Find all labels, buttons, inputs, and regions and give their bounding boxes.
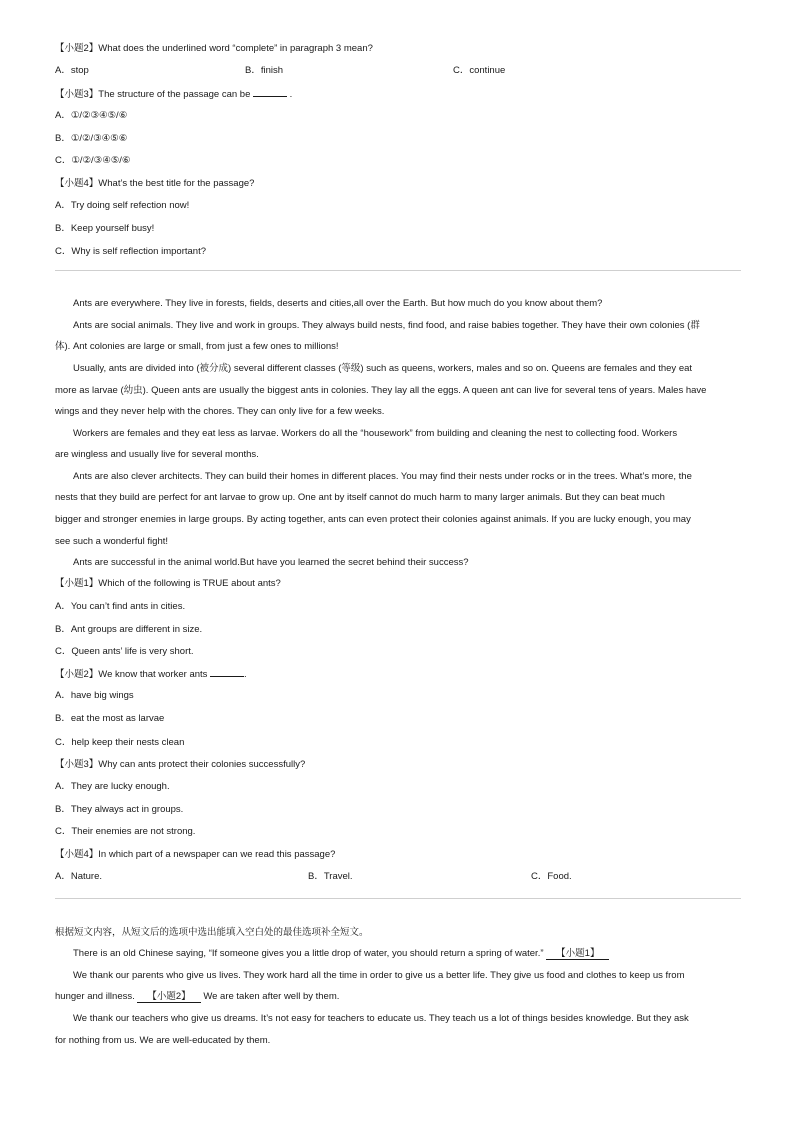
- passage-line: [55, 990, 339, 1004]
- section-divider: [55, 898, 741, 899]
- option-a: A．①/②③④⑤/⑥: [55, 110, 128, 121]
- instruction-text: 根据短文内容，从短文后的选项中选出能填入空白处的最佳选项补全短文。: [55, 927, 369, 938]
- passage-line: [73, 947, 609, 961]
- question-stem-text: 【小题3】The structure of the passage can be: [55, 89, 251, 100]
- passage-line: for nothing from us. We are well-educated by them.: [55, 1035, 271, 1046]
- option-b: B．They always act in groups.: [55, 804, 184, 815]
- passage-text: We are taken after well by them.: [203, 991, 340, 1002]
- answer-blank: [253, 87, 287, 97]
- passage-line: Ants are social animals. They live and work in groups. They always build nests, find food, and raise babies together. They have their own colonies (群: [73, 320, 700, 331]
- passage-line: see such a wonderful fight!: [55, 536, 169, 547]
- question-stem-end: .: [289, 89, 293, 100]
- option-c: C．Their enemies are not strong.: [55, 826, 196, 837]
- passage-line: Usually, ants are divided into (被分成) several different classes (等级) such as queens, workers, males and so on. Queens are females and they eat: [73, 363, 693, 374]
- option-b: B．①/②/③④⑤⑥: [55, 133, 128, 144]
- option-a: A．Nature.: [55, 871, 102, 882]
- question-stem: 【小题3】Why can ants protect their colonies successfully?: [55, 759, 306, 770]
- question-stem: [55, 667, 247, 682]
- option-a: A．stop: [55, 65, 89, 76]
- passage-text: There is an old Chinese saying, “If someone gives you a little drop of water, you should return a spring of water.”: [73, 948, 544, 959]
- option-a: A．Try doing self refection now!: [55, 200, 190, 211]
- passage-line: Workers are females and they eat less as larvae. Workers do all the “housework” from building and cleaning the nest to collecting food. Workers: [73, 428, 678, 439]
- question-stem: 【小题4】In which part of a newspaper can we read this passage?: [55, 849, 336, 860]
- question-stem-end: .: [244, 669, 247, 680]
- question-stem: [55, 87, 292, 102]
- answer-blank: 【小题1】: [546, 948, 609, 960]
- passage-text: hunger and illness.: [55, 991, 135, 1002]
- question-stem-text: 【小题2】We know that worker ants: [55, 669, 208, 680]
- question-stem: 【小题2】What does the underlined word “complete” in paragraph 3 mean?: [55, 43, 373, 54]
- passage-line: We thank our teachers who give us dreams. It’s not easy for teachers to educate us. They teach us a lot of things besides knowledge. But they ask: [73, 1013, 689, 1024]
- passage-line: Ants are also clever architects. They can build their homes in different places. You may find their nests under rocks or in the trees. What’s more, the: [73, 471, 692, 482]
- option-b: B．Ant groups are different in size.: [55, 624, 203, 635]
- answer-blank: 【小题2】: [137, 991, 200, 1003]
- passage-line: more as larvae (幼虫). Queen ants are usually the biggest ants in colonies. They lay all the eggs. A queen ant can live for several tens of years. Males have: [55, 385, 707, 396]
- option-c: C．help keep their nests clean: [55, 737, 185, 748]
- option-a: A．have big wings: [55, 690, 134, 701]
- answer-blank: [210, 667, 244, 677]
- question-stem: 【小题1】Which of the following is TRUE about ants?: [55, 578, 281, 589]
- option-c: C．Why is self reflection important?: [55, 246, 206, 257]
- option-b: B．Keep yourself busy!: [55, 223, 155, 234]
- passage-line: nests that they build are perfect for ant larvae to grow up. One ant by itself cannot do much harm to many larger animals. But they can beat much: [55, 492, 665, 503]
- option-a: A．You can’t find ants in cities.: [55, 601, 186, 612]
- passage-line: are wingless and usually live for several months.: [55, 449, 259, 460]
- option-c: C．Queen ants’ life is very short.: [55, 646, 194, 657]
- question-stem: 【小题4】What’s the best title for the passage?: [55, 178, 255, 189]
- option-c: C．continue: [453, 65, 506, 76]
- passage-line: Ants are everywhere. They live in forests, fields, deserts and cities,all over the Earth. But how much do you know about them?: [73, 298, 603, 309]
- passage-line: wings and they never help with the chores. They can only live for a few weeks.: [55, 406, 385, 417]
- section-divider: [55, 270, 741, 271]
- passage-line: 体). Ant colonies are large or small, from just a few ones to millions!: [55, 341, 339, 352]
- passage-line: bigger and stronger enemies in large groups. By acting together, ants can even protect their colonies against animals. If you are lucky enough, you may: [55, 514, 691, 525]
- option-c: C．①/②/③④⑤/⑥: [55, 155, 131, 166]
- passage-line: Ants are successful in the animal world.But have you learned the secret behind their success?: [73, 557, 469, 568]
- option-b: B．eat the most as larvae: [55, 713, 165, 724]
- option-b: B．Travel.: [308, 871, 353, 882]
- option-a: A．They are lucky enough.: [55, 781, 170, 792]
- option-b: B．finish: [245, 65, 284, 76]
- passage-line: We thank our parents who give us lives. They work hard all the time in order to give us a better life. They give us food and clothes to keep us from: [73, 970, 685, 981]
- option-c: C．Food.: [531, 871, 572, 882]
